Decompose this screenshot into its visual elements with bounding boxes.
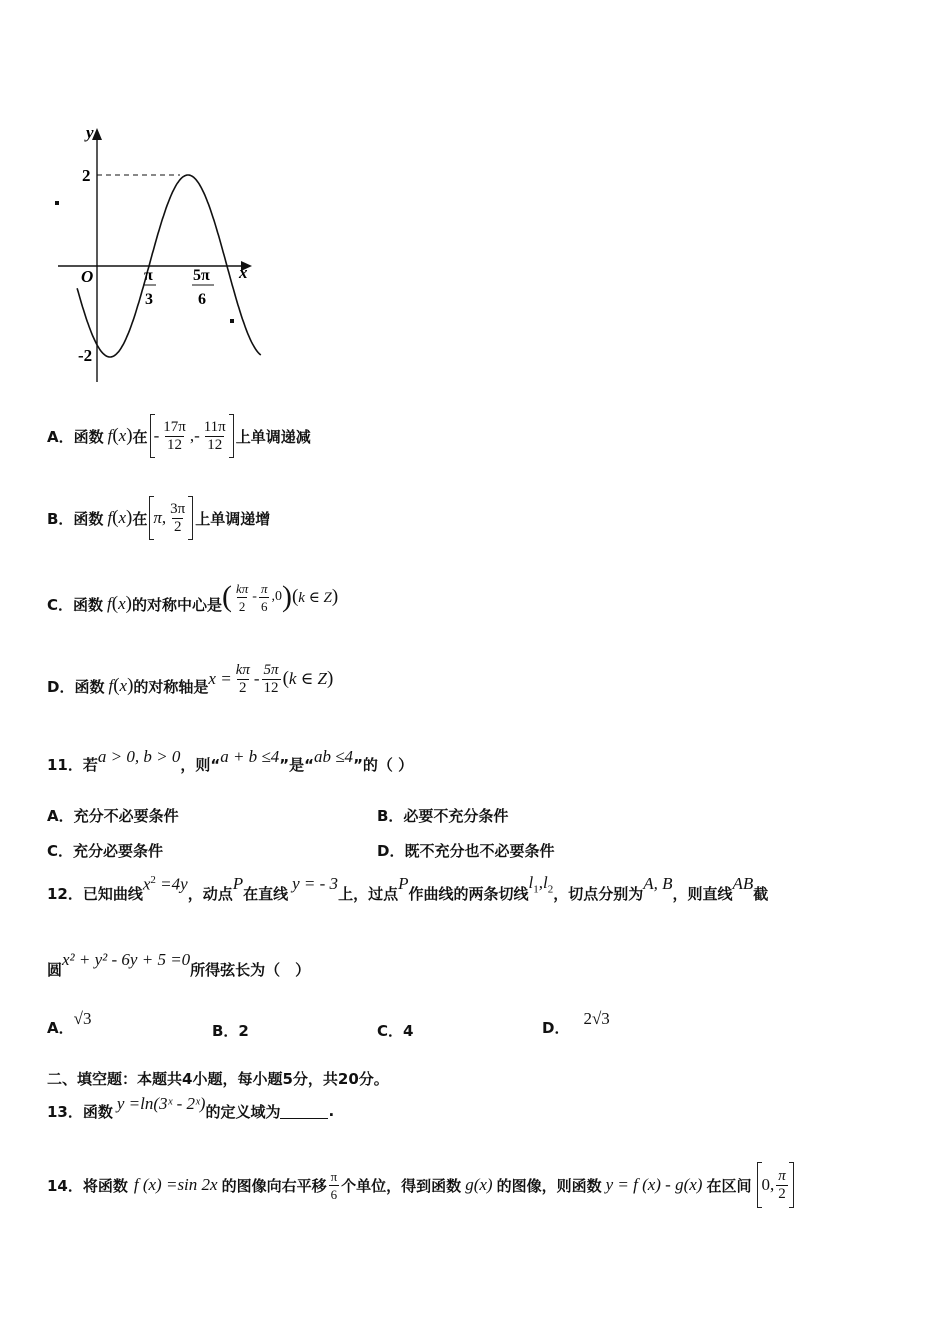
x-tick-pi-3-num: π [144,267,153,284]
answer-blank [280,1104,328,1119]
q11-option-d: D．既不充分也不必要条件 [377,842,555,860]
q11-option-c: C．充分必要条件 [47,842,164,860]
q12-option-b: B．2 [212,1022,249,1040]
q10-option-d: D．函数 f ( x ) 的对称轴是 x = $\frac{k\pi}{2}$ - $\frac{5\pi}{12}$ ( k ∈ Z ) [47,661,334,696]
q13-stem: 13．函数 y =ln(3ˣ - 2ˣ) 的定义域为 . [47,1094,335,1121]
q12-option-d: D． 2√3 [542,1009,610,1037]
origin-label: O [81,267,94,286]
q12-option-a: A． √3 [47,1009,92,1037]
fx: f [107,426,113,445]
interval-bracket: 0, $\frac{\pi}{2}$ [757,1162,793,1208]
y-axis-label: y [86,123,94,142]
x-axis-label: x [239,263,248,282]
q11-option-b: B．必要不充分条件 [377,807,509,825]
curve-start-point [55,201,59,205]
interval-bracket: π , $\frac{3\pi}{2}$ [149,496,193,540]
y-min-label: -2 [78,346,93,365]
q10-option-c: C．函数 f ( x ) 的对称中心是 ( $\frac{k\pi}{2}$ - $\frac{\pi}{6}$ ,0 ) ( k ∈ Z ) [47,580,339,614]
q10-option-a: A．函数 f ( x ) 在 - $\frac{17\pi}{12}$ , - $\frac{11\pi}{12}$ 上单调递减 [47,414,311,458]
q12-stem-line2: 圆 x² + y² - 6y + 5 =0 所得弦长为（ ） [47,950,311,979]
q11-option-a: A．充分不必要条件 [47,807,179,825]
q14-stem: 14．将函数 f (x) =sin 2x 的图像向右平移 $\frac{\pi}{6}$ 个单位，得到函数 g(x) 的图像，则函数 y = f (x) - g(x) 在区间 0, $\frac{\pi}{2}$ [47,1160,796,1210]
q12-stem-line1: 12．已知曲线 $x^2 =4y$ ，动点 P 在直线 y = - 3 上，过点 P 作曲线的两条切线 $l_1,l_2$ ，切点分别为 A, B ，则直线 AB 截 [47,872,769,903]
sine-graph [40,120,270,385]
q12-option-c: C．4 [377,1022,414,1040]
interval-bracket: - $\frac{17\pi}{12}$ , - $\frac{11\pi}{12}$ [150,414,234,458]
x-tick-5pi-6-num: 5π [193,267,210,284]
y-max-label: 2 [82,166,91,185]
curve-end-point [230,319,234,323]
section-2-heading: 二、填空题：本题共4小题，每小题5分，共20分。 [47,1070,389,1088]
q10-option-b: B．函数 f ( x ) 在 π , $\frac{3\pi}{2}$ 上单调递增 [47,496,270,540]
x-tick-pi-3-den: 3 [145,291,153,308]
q11-stem: 11．若 a > 0, b > 0 ，则“ a + b ≤4 ”是“ ab ≤4 ”的（ ） [47,747,414,774]
x-tick-5pi-6-den: 6 [198,291,206,308]
